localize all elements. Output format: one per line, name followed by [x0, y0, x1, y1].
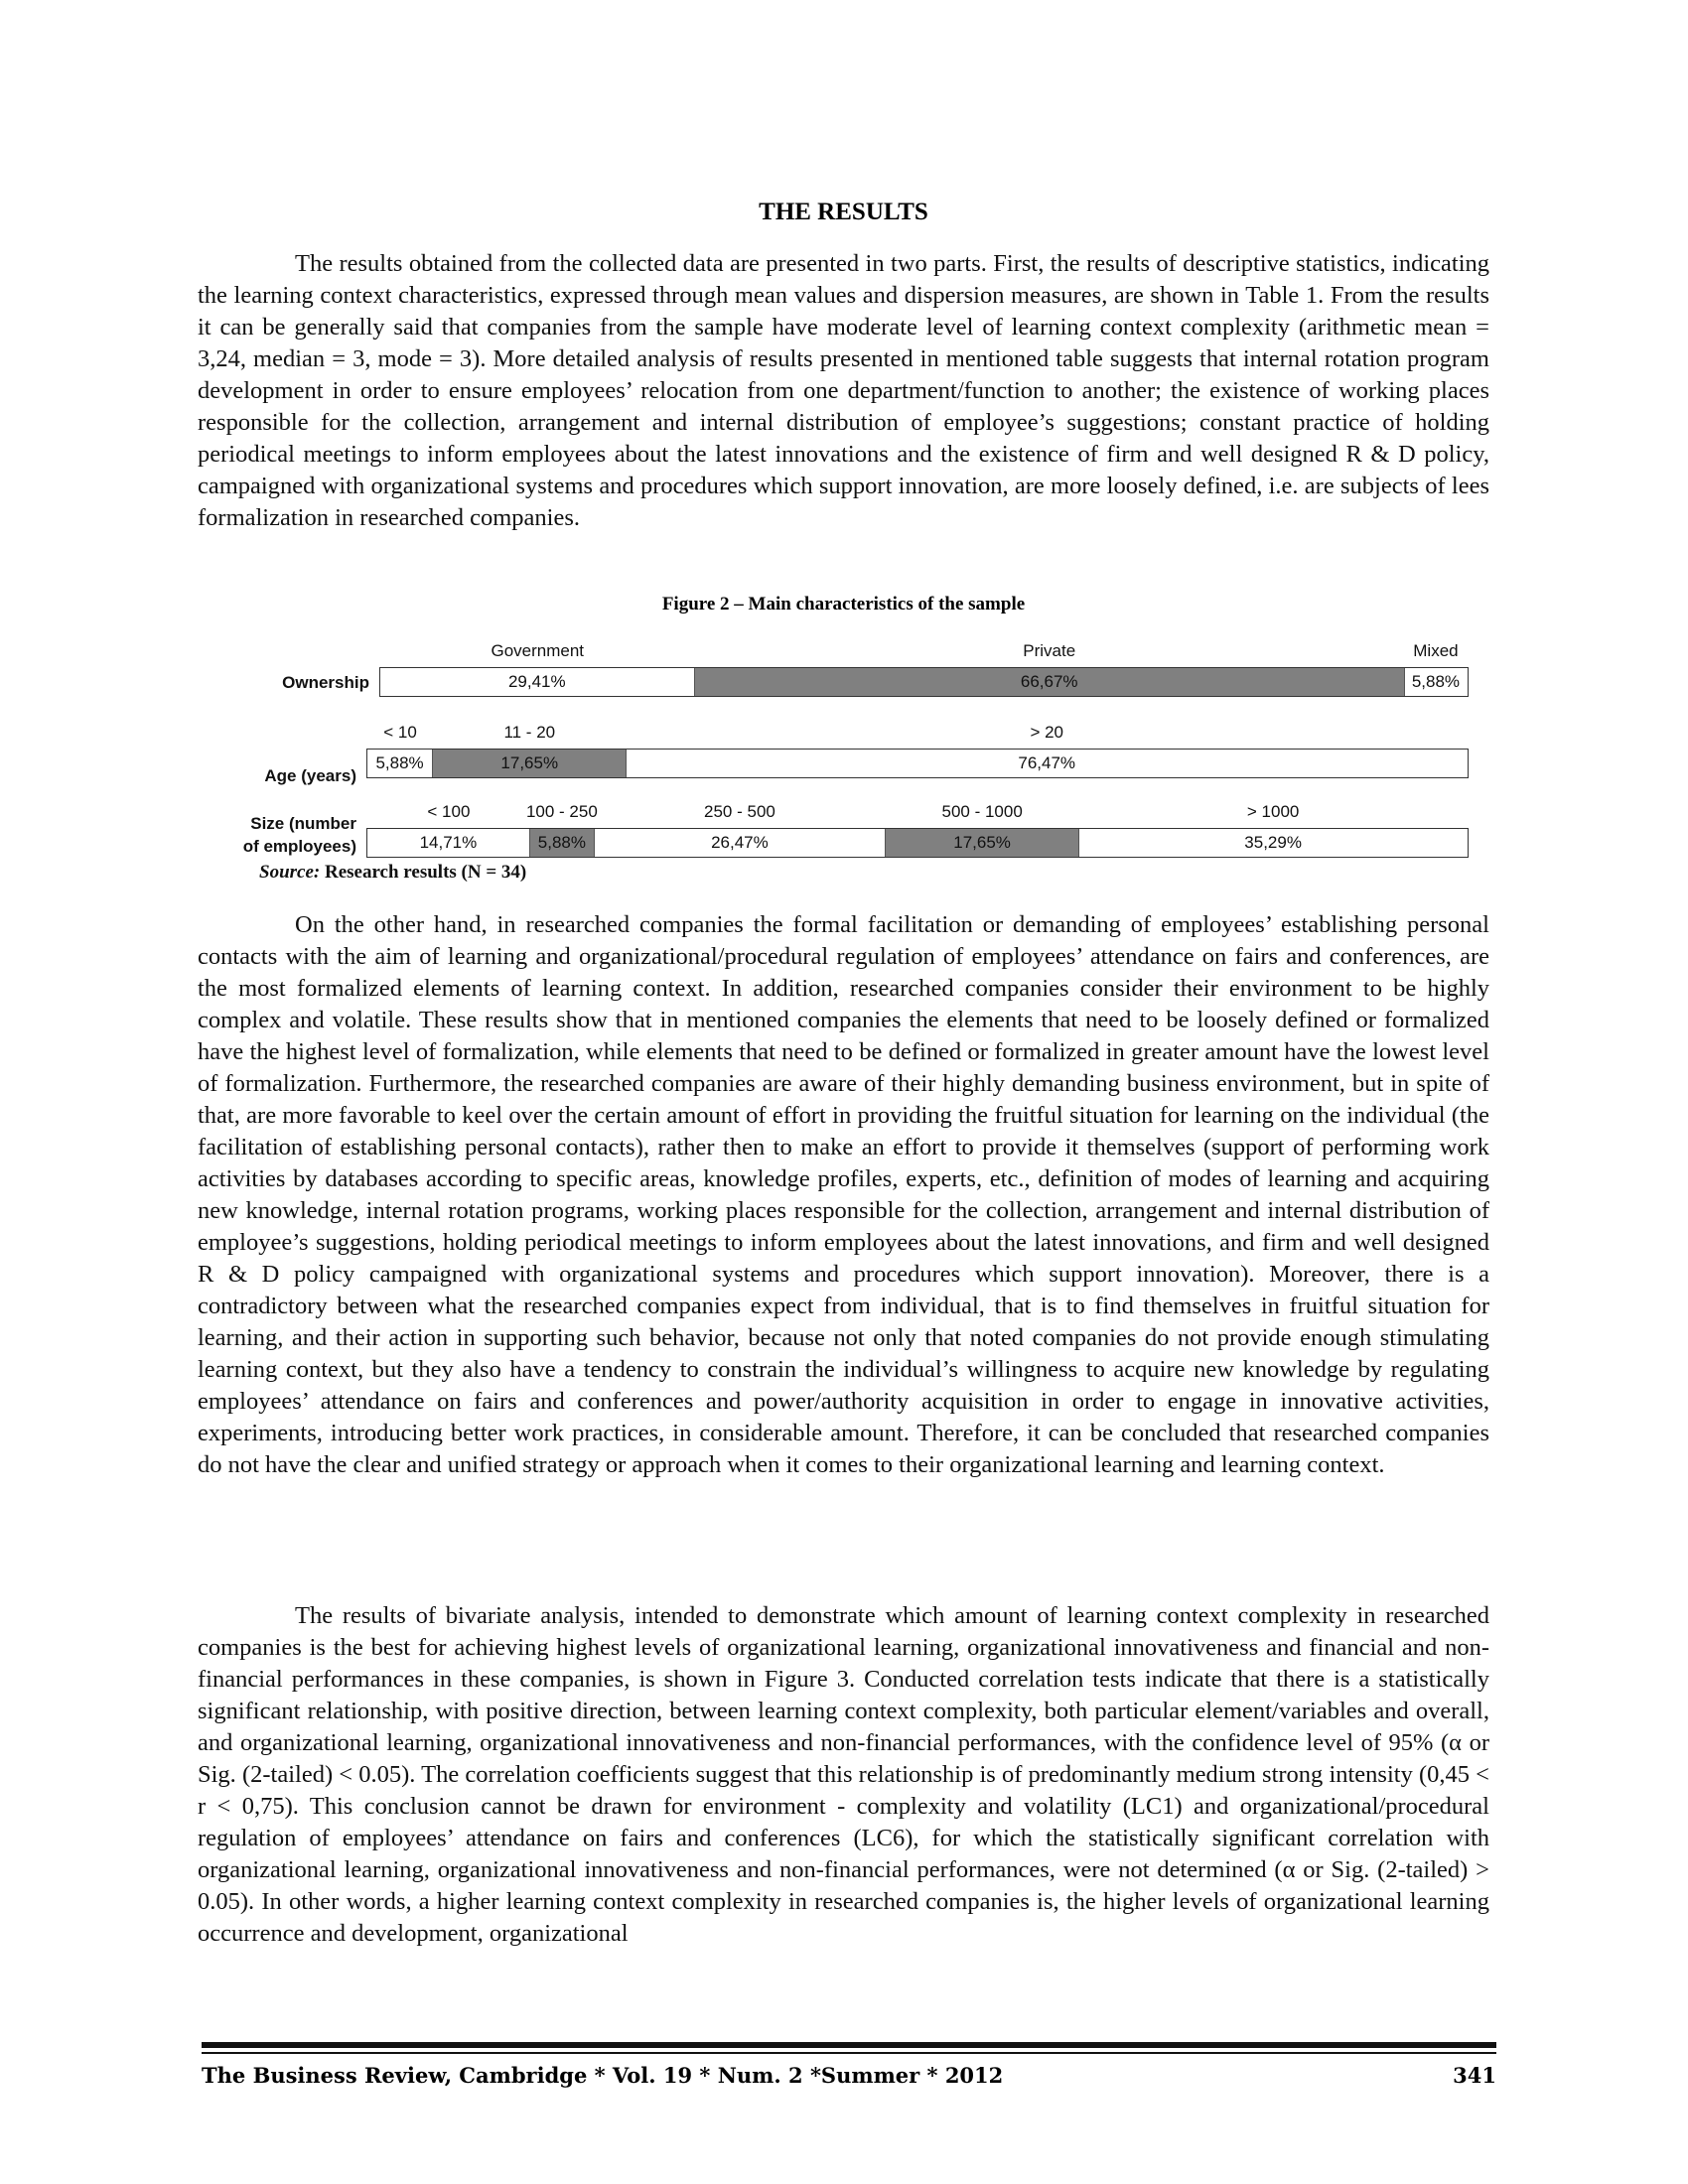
stacked-bar — [379, 667, 1469, 697]
category-label: > 20 — [1030, 723, 1064, 742]
row-label-line: Size (number — [250, 814, 356, 833]
footer-rule-thick — [202, 2042, 1496, 2048]
paragraph-3: The results of bivariate analysis, intended to demonstrate which amount of learning context complexity in researched companies is the best for achieving highest levels of organizational learning, organizational innovativeness and financial and non-financial performances in these companies, is shown in Figure 3. Conducted correlation tests indicate that there is a statistically significant relationship, with positive direction, between learning context complexity, both particular element/variables and overall, and organizational learning, organizational innovativeness and non-financial performances, with the confidence level of 95% (α or Sig. (2-tailed) < 0.05). The correlation coefficients suggest that this relationship is of predominantly medium strong intensity (0,45 < r < 0,75). This conclusion cannot be drawn for environment - complexity and volatility (LC1) and organizational/procedural regulation of employees’ attendance on fairs and conferences (LC6), for which the statistically significant correlation with organizational learning, organizational innovativeness and non-financial performances, were not determined (α or Sig. (2-tailed) > 0.05). In other words, a higher learning context complexity in researched companies is, the higher levels of organizational learning occurrence and development, organizational — [198, 1602, 1489, 1947]
source-text: Research results (N = 34) — [320, 862, 527, 883]
category-label: Mixed — [1413, 641, 1459, 660]
category-label: 500 - 1000 — [941, 802, 1023, 821]
bar-segment: 14,71% — [367, 829, 529, 857]
bar-segment: 17,65% — [885, 829, 1078, 857]
paragraph-1: The results obtained from the collected data are presented in two parts. First, the results of descriptive statistics, indicating the learning context characteristics, expressed through mean values and dispersion measures, are shown in Table 1. From the results it can be generally said that companies from the sample have moderate level of learning context complexity (arithmetic mean = 3,24, median = 3, mode = 3). More detailed analysis of results presented in mentioned table suggests that internal rotation program development in order to ensure employees’ relocation from one department/function to another; the existence of working places responsible for the collection, arrangement and internal distribution of employee’s suggestions; constant practice of holding periodical meetings to inform employees about the latest innovations and the existence of firm and well designed R & D policy, campaigned with organizational systems and procedures which support innovation, are more loosely defined, i.e. are subjects of lees formalization in researched companies. — [198, 250, 1489, 531]
row-label: Age (years) — [264, 766, 356, 785]
bar-segment: 5,88% — [529, 829, 594, 857]
category-label: < 100 — [427, 802, 471, 821]
page-number: 341 — [1453, 2063, 1496, 2088]
figure-source — [259, 862, 526, 884]
figure-chart — [198, 635, 1489, 893]
stacked-bar — [366, 828, 1469, 858]
category-label: 11 - 20 — [503, 723, 556, 742]
bar-segment: 26,47% — [594, 829, 885, 857]
bar-segment: 17,65% — [432, 750, 626, 777]
category-label: > 1000 — [1246, 802, 1300, 821]
bar-segment: 66,67% — [694, 668, 1404, 696]
category-label: < 10 — [383, 723, 417, 742]
row-label — [243, 812, 356, 858]
row-label: Ownership — [282, 673, 369, 692]
figure-caption: Figure 2 – Main characteristics of the sample — [661, 594, 1026, 614]
bar-segment: 76,47% — [626, 750, 1467, 777]
journal-citation: The Business Review, Cambridge * Vol. 19 * Num. 2 *Summer * 2012 — [202, 2063, 1004, 2088]
stacked-bar — [366, 749, 1469, 778]
category-label: 100 - 250 — [525, 802, 598, 821]
source-label: Source: — [259, 862, 321, 883]
section-heading: THE RESULTS — [759, 199, 928, 225]
bar-segment: 5,88% — [367, 750, 432, 777]
bar-segment: 29,41% — [380, 668, 694, 696]
bar-segment: 35,29% — [1078, 829, 1467, 857]
category-label: Private — [1023, 641, 1076, 660]
category-label: 250 - 500 — [704, 802, 775, 821]
bar-segment: 5,88% — [1404, 668, 1467, 696]
footer-rule-thin — [202, 2052, 1496, 2054]
paragraph-2: On the other hand, in researched companies the formal facilitation or demanding of employees’ establishing personal contacts with the aim of learning and organizational/procedural regulation of employees’ attendance on fairs and conferences, are the most formalized elements of learning context. In addition, researched companies consider their environment to be highly complex and volatile. These results show that in mentioned companies the elements that need to be loosely defined or formalized have the highest level of formalization, while elements that need to be defined or formalized in greater amount have the lowest level of formalization. Furthermore, the researched companies are aware of their highly demanding business environment, but in spite of that, are more favorable to keel over the certain amount of effort in providing the fruitful situation for learning on the individual (the facilitation of establishing personal contacts), rather then to make an effort to provide it themselves (support of performing work activities by databases according to specific areas, knowledge profiles, experts, etc., definition of modes of learning and acquiring new knowledge, internal rotation programs, working places responsible for the collection, arrangement and internal distribution of employee’s suggestions, holding periodical meetings to inform employees about the latest innovations, and firm and well designed R & D policy campaigned with organizational systems and procedures which support innovation). Moreover, there is a contradictory between what the researched companies expect from individual, that is to find themselves in fruitful situation for learning, and their action in supporting such behavior, because not only that noted companies do not provide enough stimulating learning context, but they also have a tendency to constrain the individual’s willingness to acquire new knowledge by regulating employees’ attendance on fairs and conferences and power/authority acquisition in order to engage in innovative activities, experiments, introducing better work practices, in considerable amount. Therefore, it can be concluded that researched companies do not have the clear and unified strategy or approach when it comes to their organizational learning and learning context. — [198, 911, 1489, 1478]
row-label-line: of employees) — [242, 837, 356, 856]
category-label: Government — [491, 641, 585, 660]
